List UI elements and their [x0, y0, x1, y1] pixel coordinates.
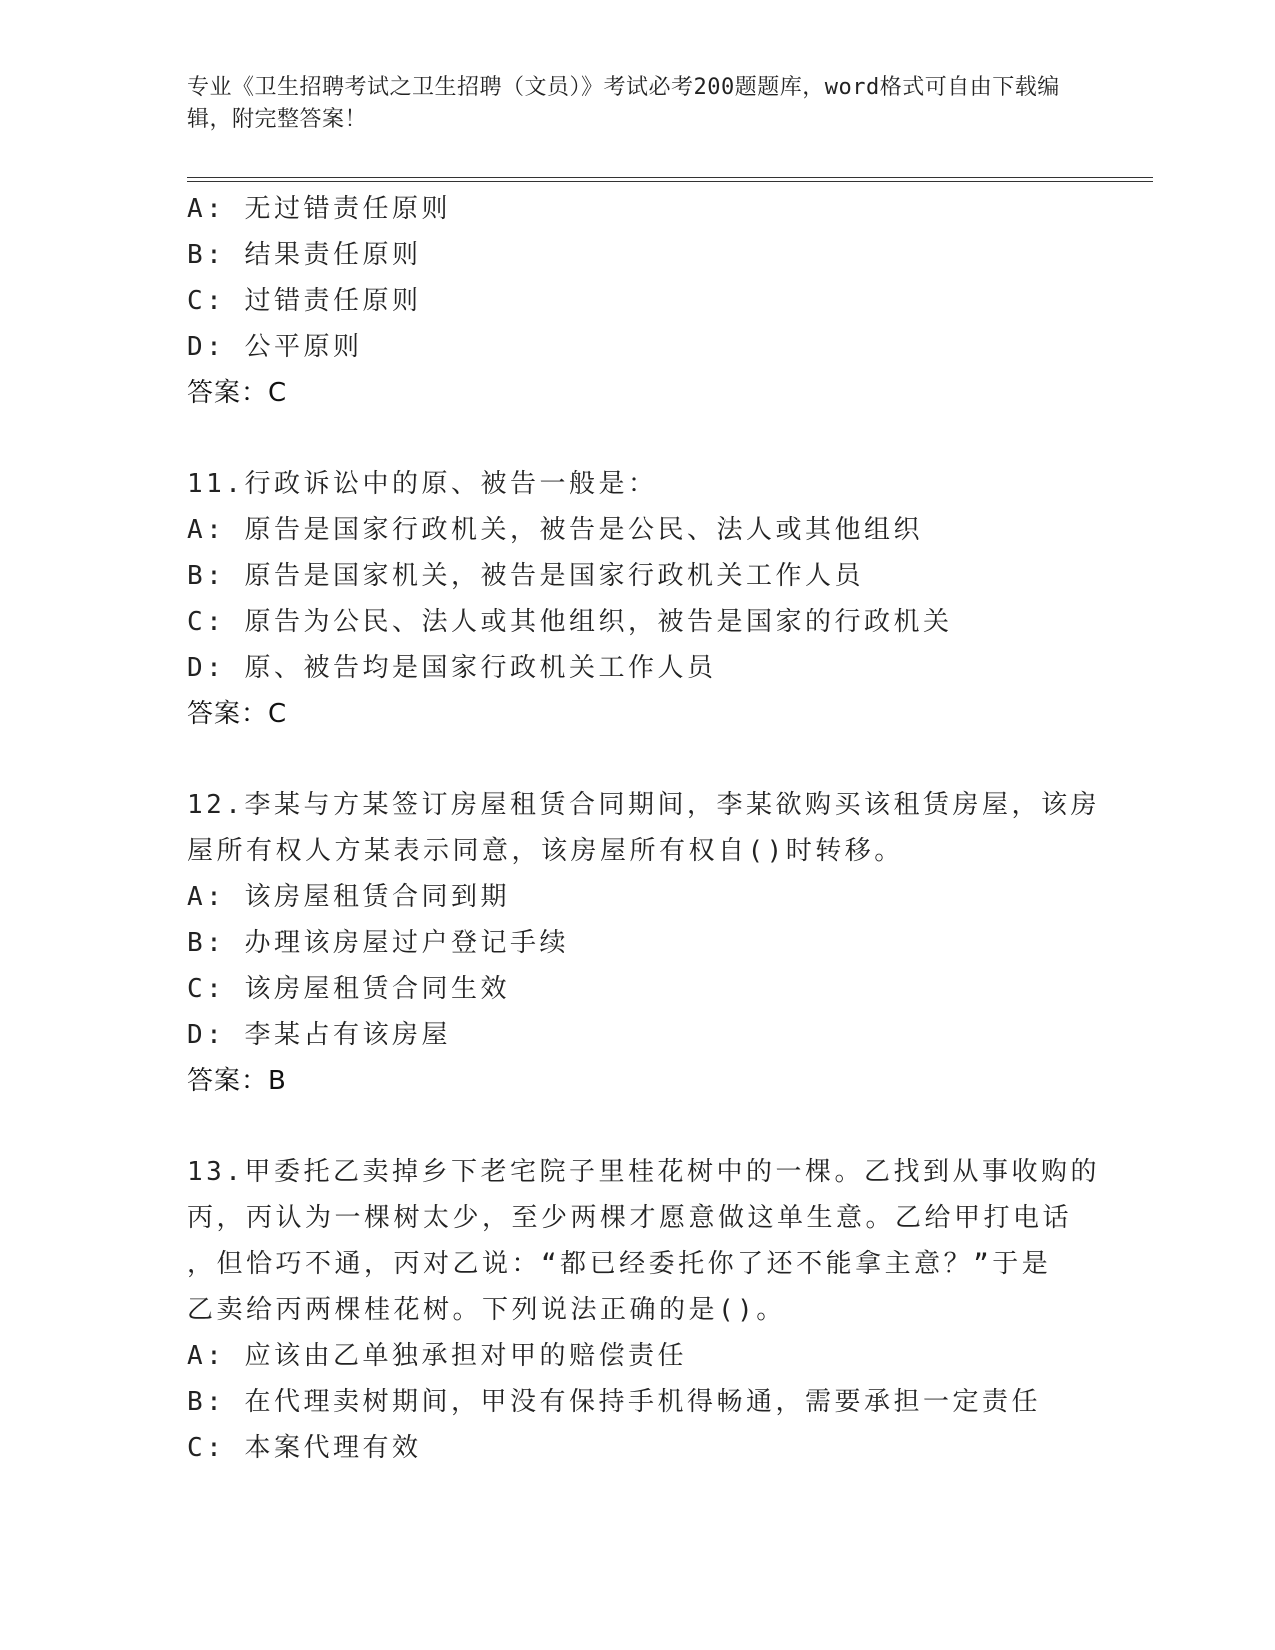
option-c: C: 原告为公民、法人或其他组织，被告是国家的行政机关: [187, 607, 953, 637]
question-title-line: 11.行政诉讼中的原、被告一般是：: [187, 469, 658, 499]
question-title-line: 屋所有权人方某表示同意，该房屋所有权自()时转移。: [187, 836, 904, 866]
option-b: B: 原告是国家机关，被告是国家行政机关工作人员: [187, 561, 864, 591]
question-block-12: [187, 782, 1100, 1104]
question-block-11: [187, 461, 1087, 737]
option-d: D: 公平原则: [187, 332, 363, 362]
option-a: A: 原告是国家行政机关，被告是公民、法人或其他组织: [187, 515, 923, 545]
option-b: B: 在代理卖树期间，甲没有保持手机得畅通，需要承担一定责任: [187, 1387, 1041, 1417]
option-b: B: 办理该房屋过户登记手续: [187, 928, 569, 958]
option-d: D: 李某占有该房屋: [187, 1020, 451, 1050]
option-d: D: 原、被告均是国家行政机关工作人员: [187, 653, 717, 683]
question-title-line: 12.李某与方某签订房屋租赁合同期间，李某欲购买该租赁房屋，该房: [187, 790, 1100, 820]
option-a: A: 应该由乙单独承担对甲的赔偿责任: [187, 1341, 687, 1371]
option-c: C: 该房屋租赁合同生效: [187, 974, 510, 1004]
answer-line: 答案：C: [187, 378, 288, 408]
question-title-line: 丙，丙认为一棵树太少，至少两棵才愿意做这单生意。乙给甲打电话: [187, 1203, 1073, 1233]
question-title: [187, 1149, 1100, 1333]
option-a: A: 无过错责任原则: [187, 194, 451, 224]
answer-line: 答案：C: [187, 699, 288, 729]
question-title-line: 乙卖给丙两棵桂花树。下列说法正确的是()。: [187, 1295, 786, 1325]
question-title-line: ，但恰巧不通，丙对乙说：“都已经委托你了还不能拿主意？”于是: [187, 1249, 1052, 1279]
page-header: 专业《卫生招聘考试之卫生招聘（文员）》考试必考200题题库，word格式可自由下载编辑，附完整答案！: [187, 75, 1060, 132]
question-title: [187, 461, 1087, 507]
option-a: A: 该房屋租赁合同到期: [187, 882, 510, 912]
question-block-13: [187, 1149, 1100, 1471]
option-c: C: 本案代理有效: [187, 1433, 422, 1463]
option-c: C: 过错责任原则: [187, 286, 422, 316]
question-title-line: 13.甲委托乙卖掉乡下老宅院子里桂花树中的一棵。乙找到从事收购的: [187, 1157, 1100, 1187]
document-body: [187, 186, 1100, 1471]
option-b: B: 结果责任原则: [187, 240, 422, 270]
header-divider: [187, 177, 1153, 182]
question-title: [187, 782, 1100, 874]
question-block-10: [187, 186, 1087, 416]
answer-line: 答案：B: [187, 1066, 287, 1096]
